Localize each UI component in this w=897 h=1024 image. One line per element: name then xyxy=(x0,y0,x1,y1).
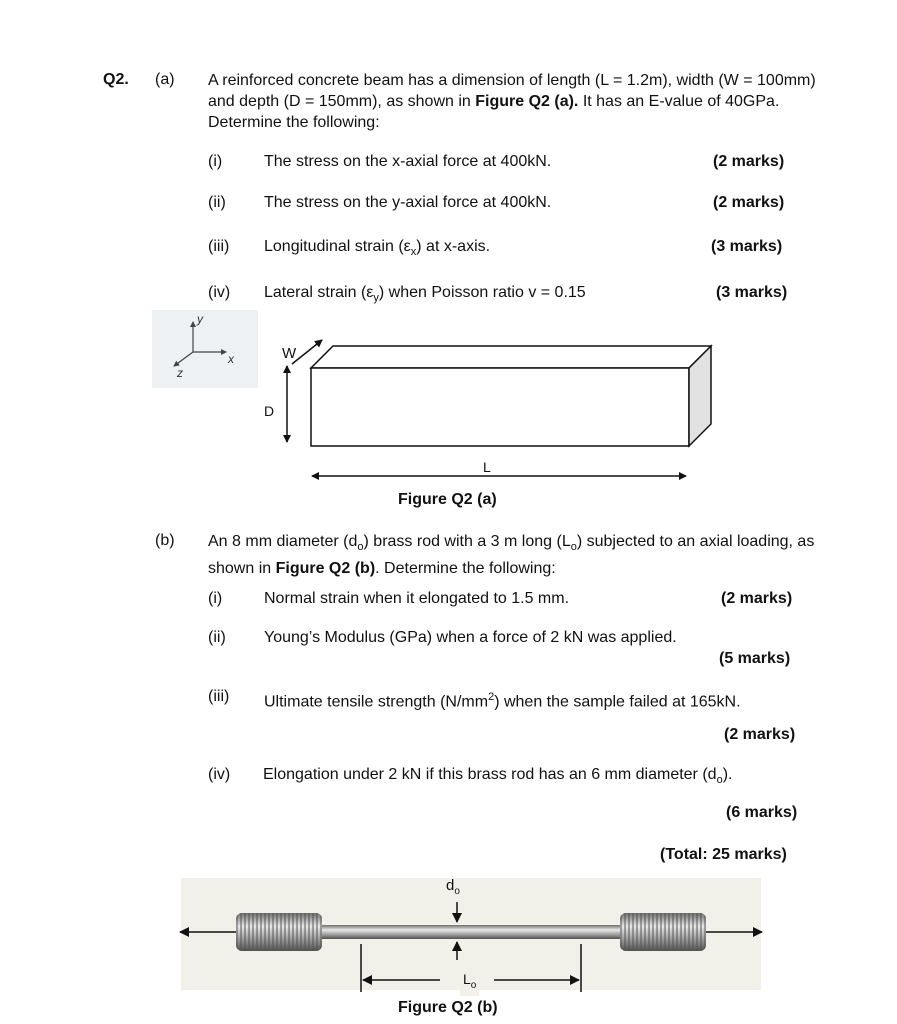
rod-shaft xyxy=(318,925,624,939)
total-marks: (Total: 25 marks) xyxy=(660,846,787,863)
part-b-item-3-post: ) when the sample failed at 165kN. xyxy=(494,693,741,711)
part-b-item-4-pre: Elongation under 2 kN if this brass rod has an 6 mm diameter (d xyxy=(263,766,717,783)
part-a-label: (a) xyxy=(155,71,175,88)
part-a-item-4-sub: y xyxy=(373,292,379,305)
part-b-item-1-text: Normal strain when it elongated to 1.5 mm. xyxy=(264,590,570,607)
part-b-item-3-sup: 2 xyxy=(488,691,495,703)
rod-right-thread-lines xyxy=(620,913,706,951)
part-a-intro-1: A reinforced concrete beam has a dimension of length (L = 1.2m), width (W = 100mm) and depth (D = 150mm), as shown in xyxy=(208,72,816,110)
part-a-intro-2: It has an E-value of 40GPa. Determine the following: xyxy=(208,93,780,131)
part-b-intro-3: ) subjected to an axial loading, as shown in xyxy=(208,533,815,578)
beam-depth-label: D xyxy=(264,403,275,419)
part-a-item-1-marks: (2 marks) xyxy=(713,153,785,170)
part-b-intro-2: ) brass rod with a 3 m long (L xyxy=(363,533,571,550)
part-b-intro-sub-1: o xyxy=(357,541,364,554)
axis-y-label: y xyxy=(197,312,203,326)
rod-left-thread-lines xyxy=(236,913,322,951)
rod-length-sub: o xyxy=(470,979,477,991)
part-b-intro-1: An 8 mm diameter (d xyxy=(208,533,358,550)
part-b-item-4-marks: (6 marks) xyxy=(726,804,798,821)
part-b-item-4-post: ). xyxy=(722,766,733,783)
part-a-item-3-post: ) at x-axis. xyxy=(416,238,491,255)
part-a-item-4-post: ) when Poisson ratio v = 0.15 xyxy=(378,284,586,301)
part-a-item-3-pre: Longitudinal strain (ε xyxy=(264,238,411,255)
part-a-item-2-marks: (2 marks) xyxy=(713,194,785,211)
part-b-item-4-sub: o xyxy=(716,774,723,787)
axis-z-label: z xyxy=(177,366,183,380)
part-b-item-2-text: Young’s Modulus (GPa) when a force of 2 kN was applied. xyxy=(264,629,677,646)
part-b-item-1-marks: (2 marks) xyxy=(721,590,793,607)
part-b-item-3-pre: Ultimate tensile strength (N/mm xyxy=(264,693,489,711)
question-number: Q2. xyxy=(103,71,129,88)
part-a-item-2-roman: (ii) xyxy=(208,194,226,211)
part-b-intro-4: . Determine the following: xyxy=(375,560,556,578)
figure-b-caption: Figure Q2 (b) xyxy=(398,999,498,1016)
part-b-label: (b) xyxy=(155,532,175,549)
rod-diameter-label xyxy=(446,876,460,902)
part-a-item-1-roman: (i) xyxy=(208,153,223,170)
rod-diameter-letter: d xyxy=(446,877,455,894)
part-b-item-3-roman: (iii) xyxy=(208,688,230,705)
part-a-item-4-roman: (iv) xyxy=(208,284,231,301)
part-b-item-3-marks: (2 marks) xyxy=(724,726,796,743)
part-b-figure-ref: Figure Q2 (b) xyxy=(275,560,376,578)
rod-diameter-sub: o xyxy=(454,886,460,897)
part-b-item-4-roman: (iv) xyxy=(208,766,231,783)
rod-length-label xyxy=(460,969,479,996)
part-a-item-1-text: The stress on the x-axial force at 400kN. xyxy=(264,153,552,170)
part-b-item-2-marks: (5 marks) xyxy=(719,650,791,667)
part-a-figure-ref: Figure Q2 (a). xyxy=(475,93,579,110)
part-a-item-2-text: The stress on the y-axial force at 400kN. xyxy=(264,194,552,211)
part-b-intro-sub-2: o xyxy=(570,541,577,554)
part-a-item-3-sub: x xyxy=(410,246,417,259)
part-a-item-3-roman: (iii) xyxy=(208,238,230,255)
part-b-item-2-roman: (ii) xyxy=(208,629,226,646)
figure-a-caption: Figure Q2 (a) xyxy=(398,491,497,508)
rod-length-letter: L xyxy=(463,971,471,987)
part-b-item-1-roman: (i) xyxy=(208,590,223,607)
beam-length-label: L xyxy=(483,459,491,475)
part-a-item-4-marks: (3 marks) xyxy=(716,284,788,301)
part-a-item-3-marks: (3 marks) xyxy=(711,238,783,255)
part-a-item-4-pre: Lateral strain (ε xyxy=(264,284,374,301)
axis-x-label: x xyxy=(228,352,234,366)
beam-width-label: W xyxy=(282,345,297,362)
